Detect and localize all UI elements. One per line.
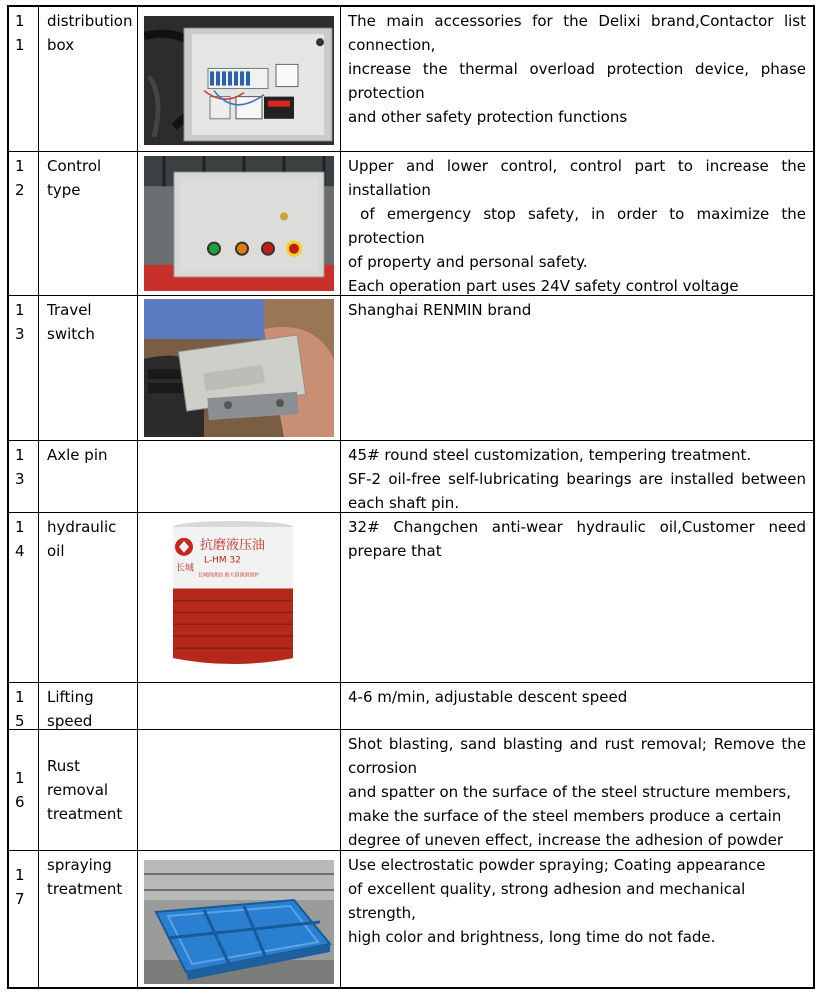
item-name-cell xyxy=(39,152,138,295)
row-number-cell xyxy=(9,152,39,295)
item-name: spraying treatment xyxy=(47,856,123,898)
photo-cell xyxy=(138,441,341,512)
description: The main accessories for the Delixi brand,Contactor list connection, increase the thermal overload protection device, phase protection and other safety protection functions xyxy=(348,12,806,126)
row-number: 13 xyxy=(15,301,25,343)
description: Upper and lower control, control part to increase the installation of emergency stop safety, in order to maximize the protection of property and personal safety. Each operation part uses 24V safety control voltage xyxy=(348,157,806,295)
row-number: 12 xyxy=(15,157,25,199)
spec-table xyxy=(7,5,815,989)
table-row xyxy=(9,7,813,152)
item-name: Control type xyxy=(47,157,102,199)
oil-brand-text: 抗磨液压油 xyxy=(200,537,265,553)
travel-switch-photo xyxy=(144,299,334,437)
description-cell xyxy=(341,7,813,151)
row-number: 13 xyxy=(15,446,25,488)
item-name-cell xyxy=(39,513,138,682)
table-row xyxy=(9,730,813,851)
description: Shanghai RENMIN brand xyxy=(348,301,532,319)
row-number-cell xyxy=(9,730,39,850)
row-number-cell xyxy=(9,7,39,151)
row-number: 14 xyxy=(15,518,25,560)
photo-cell xyxy=(138,683,341,729)
item-name-cell xyxy=(39,851,138,987)
item-name-cell xyxy=(39,441,138,512)
description: Use electrostatic powder spraying; Coating appearance of excellent quality, strong adhesion and mechanical strength, high color and brightness, long time do not fade. xyxy=(348,856,766,946)
hydraulic-oil-photo xyxy=(168,519,298,668)
description: 4-6 m/min, adjustable descent speed xyxy=(348,688,628,706)
row-number: 17 xyxy=(15,866,25,908)
item-name: Rust removal treatment xyxy=(47,757,123,823)
description-cell xyxy=(341,441,813,512)
row-number-cell xyxy=(9,441,39,512)
photo-cell xyxy=(138,7,341,151)
table-row xyxy=(9,441,813,513)
item-name-cell xyxy=(39,683,138,729)
description: 32# Changchen anti-wear hydraulic oil,Customer need prepare that xyxy=(348,518,806,560)
oil-maker-text: 长城 xyxy=(176,563,195,574)
table-row xyxy=(9,851,813,987)
photo-cell xyxy=(138,730,341,850)
description: Shot blasting, sand blasting and rust removal; Remove the corrosion and spatter on the surface of the steel structure members, make the surface of the steel members produce a certain degree of uneven effect, increase the adhesion of powder xyxy=(348,735,806,849)
item-name: hydraulic oil xyxy=(47,518,117,560)
photo-cell xyxy=(138,851,341,987)
distribution-box-photo xyxy=(144,16,334,145)
item-name: Travel switch xyxy=(47,301,95,343)
table-row xyxy=(9,296,813,441)
row-number: 11 xyxy=(15,12,25,54)
control-box-photo xyxy=(144,156,334,291)
table-row xyxy=(9,152,813,296)
oil-grade-text: L-HM 32 xyxy=(204,555,241,566)
item-name-cell xyxy=(39,7,138,151)
row-number-cell xyxy=(9,513,39,682)
row-number: 15 xyxy=(15,688,25,729)
oil-slogan-text: 长城润滑油 助天值润滑保护 xyxy=(198,572,260,579)
spraying-frame-photo xyxy=(144,860,334,984)
description-cell xyxy=(341,513,813,682)
photo-cell xyxy=(138,513,341,682)
description-cell xyxy=(341,730,813,850)
row-number-cell xyxy=(9,296,39,440)
row-number-cell xyxy=(9,851,39,987)
row-number: 16 xyxy=(15,769,25,811)
item-name: Lifting speed xyxy=(47,688,94,729)
description-cell xyxy=(341,296,813,440)
item-name-cell xyxy=(39,730,138,850)
photo-cell xyxy=(138,296,341,440)
item-name-cell xyxy=(39,296,138,440)
description-cell xyxy=(341,851,813,987)
item-name: distribution box xyxy=(47,12,133,54)
table-row xyxy=(9,683,813,730)
row-number-cell xyxy=(9,683,39,729)
description-cell xyxy=(341,683,813,729)
photo-cell xyxy=(138,152,341,295)
description-cell xyxy=(341,152,813,295)
item-name: Axle pin xyxy=(47,446,108,464)
table-row xyxy=(9,513,813,683)
description: 45# round steel customization, tempering treatment. SF-2 oil-free self-lubricating bearings are installed between each shaft pin. xyxy=(348,446,806,512)
